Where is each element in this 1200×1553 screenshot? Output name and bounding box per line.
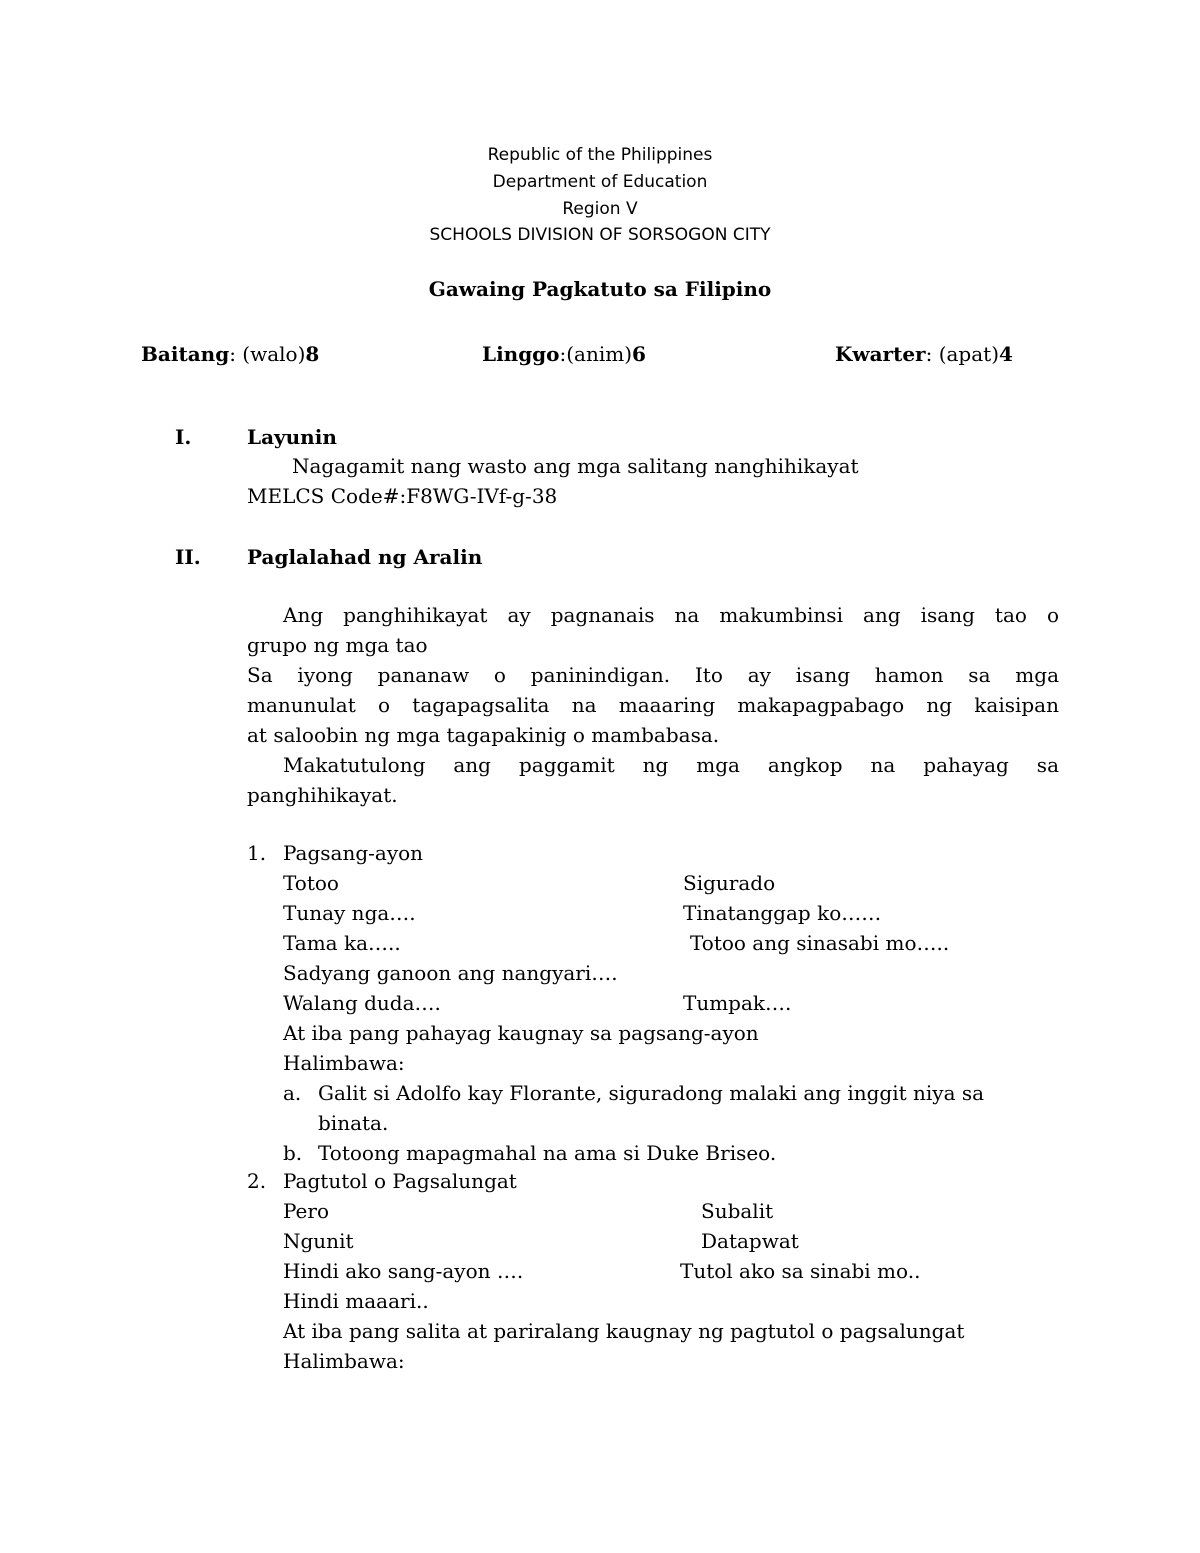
header-region: Region V <box>562 199 638 219</box>
kwarter-value: 4 <box>999 342 1013 366</box>
section2-paragraph-1 <box>247 600 1059 750</box>
list2-word-left-3: Hindi maaari.. <box>283 1289 429 1313</box>
list2-example-label: Halimbawa: <box>283 1349 405 1373</box>
list1-word-right-0: Sigurado <box>683 871 776 895</box>
para1-line1: Ang panghihikayat ay pagnanais na makumbinsi ang isang tao o <box>283 603 1059 627</box>
list2-word-left-1: Ngunit <box>283 1229 354 1253</box>
header-division: SCHOOLS DIVISION OF SORSOGON CITY <box>429 225 771 245</box>
list1-example-b-text: Totoong mapagmahal na ama si Duke Briseo. <box>318 1141 777 1165</box>
para2-line1: Makatutulong ang paggamit ng mga angkop na pahayag sa <box>283 753 1059 777</box>
baitang-rest: : (walo) <box>229 342 306 366</box>
baitang-value: 8 <box>305 342 320 366</box>
list1-example-a-line1: Galit si Adolfo kay Florante, siguradong malaki ang inggit niya sa <box>318 1081 985 1105</box>
list1-word-left-1: Tunay nga…. <box>283 901 416 925</box>
meta-linggo <box>482 341 646 367</box>
list2-number: 2. <box>247 1169 267 1193</box>
list1-example-a-letter: a. <box>283 1081 302 1105</box>
para1-line2: grupo ng mga tao <box>247 633 428 657</box>
list1-word-left-4: Walang duda…. <box>283 991 441 1015</box>
meta-kwarter <box>835 341 1013 367</box>
header-republic: Republic of the Philippines <box>487 145 713 165</box>
list2-word-right-2: Tutol ako sa sinabi mo.. <box>680 1259 921 1283</box>
header-department: Department of Education <box>492 172 708 192</box>
section2-title: Paglalahad ng Aralin <box>247 545 483 569</box>
list1-word-left-0: Totoo <box>283 871 339 895</box>
list2-more: At iba pang salita at pariralang kaugnay ng pagtutol o pagsalungat <box>283 1319 965 1343</box>
section2-paragraph-2 <box>247 750 1059 810</box>
list1-word-right-1: Tinatanggap ko…… <box>683 901 882 925</box>
list1-example-a-line2: binata. <box>318 1111 389 1135</box>
para1-line4: manunulat o tagapagsalita na maaaring makapagpabago ng kaisipan <box>247 693 1059 717</box>
section1-melcs-code: MELCS Code#:F8WG-IVf-g-38 <box>247 484 558 508</box>
section1-title: Layunin <box>247 425 337 449</box>
list1-more: At iba pang pahayag kaugnay sa pagsang-ayon <box>283 1021 759 1045</box>
list1-word-right-2: Totoo ang sinasabi mo….. <box>690 931 950 955</box>
list2-heading: Pagtutol o Pagsalungat <box>283 1169 517 1193</box>
kwarter-rest: : (apat) <box>925 342 999 366</box>
section1-number: I. <box>175 425 192 449</box>
baitang-label: Baitang <box>141 342 230 366</box>
para2-line2: panghihikayat. <box>247 783 398 807</box>
linggo-label: Linggo <box>482 342 560 366</box>
list1-word-left-2: Tama ka….. <box>283 931 401 955</box>
list1-example-label: Halimbawa: <box>283 1051 405 1075</box>
linggo-rest: :(anim) <box>559 342 633 366</box>
list1-number: 1. <box>247 841 267 865</box>
list1-example-b-letter: b. <box>283 1141 303 1165</box>
list1-word-left-3: Sadyang ganoon ang nangyari…. <box>283 961 618 985</box>
linggo-value: 6 <box>632 342 646 366</box>
list2-word-right-1: Datapwat <box>701 1229 799 1253</box>
list2-word-left-2: Hindi ako sang-ayon …. <box>283 1259 524 1283</box>
para1-line3: Sa iyong pananaw o paninindigan. Ito ay isang hamon sa mga <box>247 663 1059 687</box>
list1-heading: Pagsang-ayon <box>283 841 424 865</box>
meta-baitang <box>141 341 319 367</box>
para1-line5: at saloobin ng mga tagapakinig o mambabasa. <box>247 723 720 747</box>
kwarter-label: Kwarter <box>835 342 926 366</box>
section1-objective: Nagagamit nang wasto ang mga salitang nanghihikayat <box>292 454 859 478</box>
list2-word-left-0: Pero <box>283 1199 329 1223</box>
list1-word-right-4: Tumpak…. <box>683 991 792 1015</box>
list2-word-right-0: Subalit <box>701 1199 774 1223</box>
page-title: Gawaing Pagkatuto sa Filipino <box>428 277 772 301</box>
section2-number: II. <box>175 545 201 569</box>
